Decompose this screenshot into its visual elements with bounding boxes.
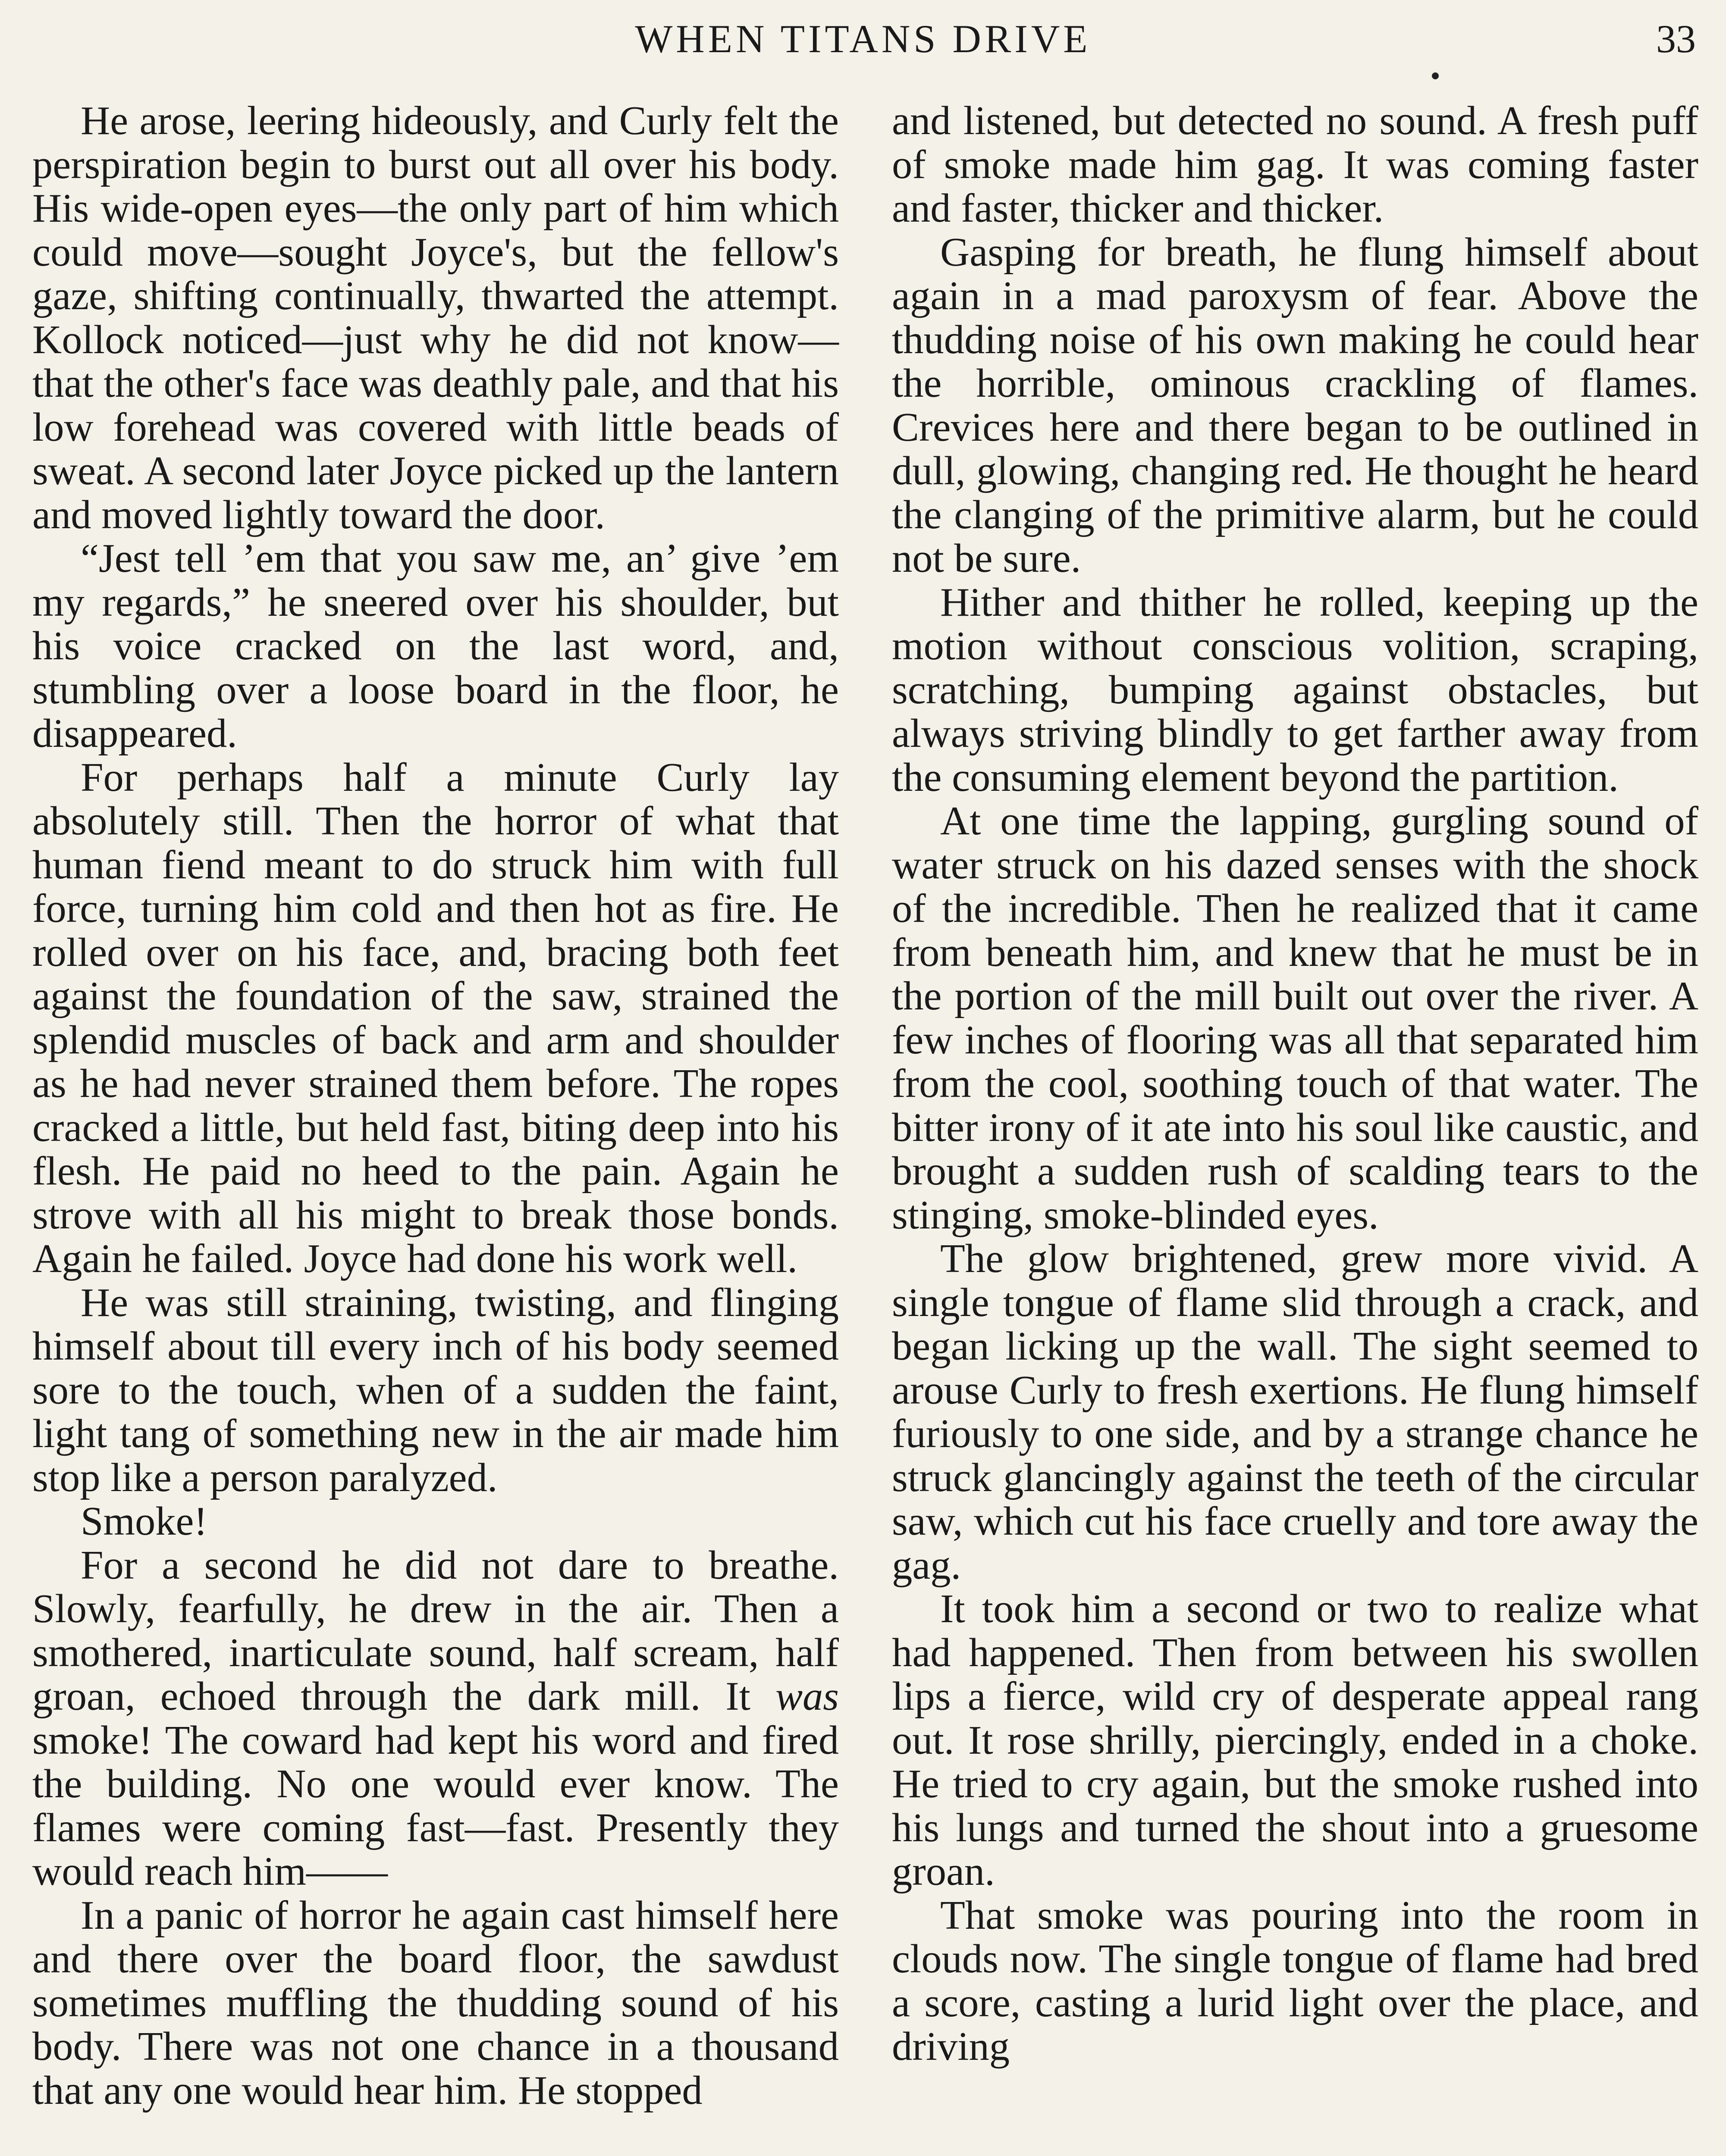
paragraph: In a panic of horror he again cast himself here and there over the board floor, the sawdust sometimes muffling the thudding sound of his body. There was not one chance in a thousand that any one would hear him. He stopped — [32, 1893, 839, 2113]
paragraph: It took him a second or two to realize what had happened. Then from between his swollen lips a fierce, wild cry of desperate appeal rang out. It rose shrilly, piercingly, ended in a choke. He tried to cry again, but the smoke rushed into his lungs and turned the shout into a gruesome groan. — [892, 1586, 1698, 1894]
paragraph-text: smoke! The coward had kept his word and fired the building. No one would ever know. The flames were coming fast—fast. Presently they would reach him—— — [32, 1717, 839, 1894]
paragraph-continued: and listened, but detected no sound. A fresh puff of smoke made him gag. It was coming faster and faster, thicker and thicker. — [892, 98, 1698, 231]
paragraph: Hither and thither he rolled, keeping up the motion without conscious volition, scraping, scratching, bumping against obstacles, but always striving blindly to get farther away from the consuming element beyond the partition. — [892, 580, 1698, 800]
right-column — [892, 99, 1698, 2069]
running-title: WHEN TITANS DRIVE — [635, 17, 1091, 61]
paragraph: That smoke was pouring into the room in clouds now. The single tongue of flame had bred a score, casting a lurid light over the place, and driving — [892, 1893, 1698, 2069]
paragraph: “Jest tell ’em that you saw me, an’ give ’em my regards,” he sneered over his shoulder, but his voice cracked on the last word, and, stumbling over a loose board in the floor, he disappeared. — [32, 536, 839, 756]
paragraph: He was still straining, twisting, and flinging himself about till every inch of his body seemed sore to the touch, when of a sudden the faint, light tang of something new in the air made him stop like a person paralyzed. — [32, 1280, 839, 1500]
paragraph: He arose, leering hideously, and Curly felt the perspiration begin to burst out all over his body. His wide-open eyes—the only part of him which could move—sought Joyce's, but the fellow's gaze, shifting continually, thwarted the attempt. Kollock noticed—just why he did not know—that the other's face was deathly pale, and that his low forehead was covered with little beads of sweat. A second later Joyce picked up the lantern and moved lightly toward the door. — [32, 98, 839, 537]
paragraph: At one time the lapping, gurgling sound of water struck on his dazed senses with the shock of the incredible. Then he realized that it came from beneath him, and knew that he must be in the portion of the mill built out over the river. A few inches of flooring was all that separated him from the cool, soothing touch of that water. The bitter irony of it ate into his soul like caustic, and brought a sudden rush of scalding tears to the stinging, smoke-blinded eyes. — [892, 799, 1698, 1238]
paragraph — [32, 1544, 839, 1894]
paragraph: Smoke! — [81, 1499, 207, 1544]
ink-speck — [1432, 72, 1439, 79]
paragraph: Gasping for breath, he flung himself about again in a mad paroxysm of fear. Above the thudding noise of his own making he could hear the horrible, ominous crackling of flames. Crevices here and there began to be outlined in dull, glowing, changing red. He thought he heard the clanging of the primitive alarm, but he could not be sure. — [892, 229, 1698, 581]
left-column — [32, 99, 839, 2112]
paragraph: The glow brightened, grew more vivid. A single tongue of flame slid through a crack, and began licking up the wall. The sight seemed to arouse Curly to fresh exertions. He flung himself furiously to one side, and by a strange chance he struck glancingly against the teeth of the circular saw, which cut his face cruelly and tore away the gag. — [892, 1236, 1698, 1588]
emphasized-word: was — [775, 1674, 839, 1719]
page-header — [30, 13, 1696, 65]
page-number: 33 — [1656, 17, 1696, 61]
paragraph-text: For a second he did not dare to breathe. Slowly, fearfully, he drew in the air. Then a smothered, inarticulate sound, half scream, half groan, echoed through the dark mill. It — [32, 1542, 839, 1719]
paragraph: For perhaps half a minute Curly lay absolutely still. Then the horror of what that human fiend meant to do struck him with full force, turning him cold and then hot as fire. He rolled over on his face, and, bracing both feet against the foundation of the saw, strained the splendid muscles of back and arm and shoulder as he had never strained them before. The ropes cracked a little, but held fast, biting deep into his flesh. He paid no heed to the pain. Again he strove with all his might to break those bonds. Again he failed. Joyce had done his work well. — [32, 755, 839, 1281]
